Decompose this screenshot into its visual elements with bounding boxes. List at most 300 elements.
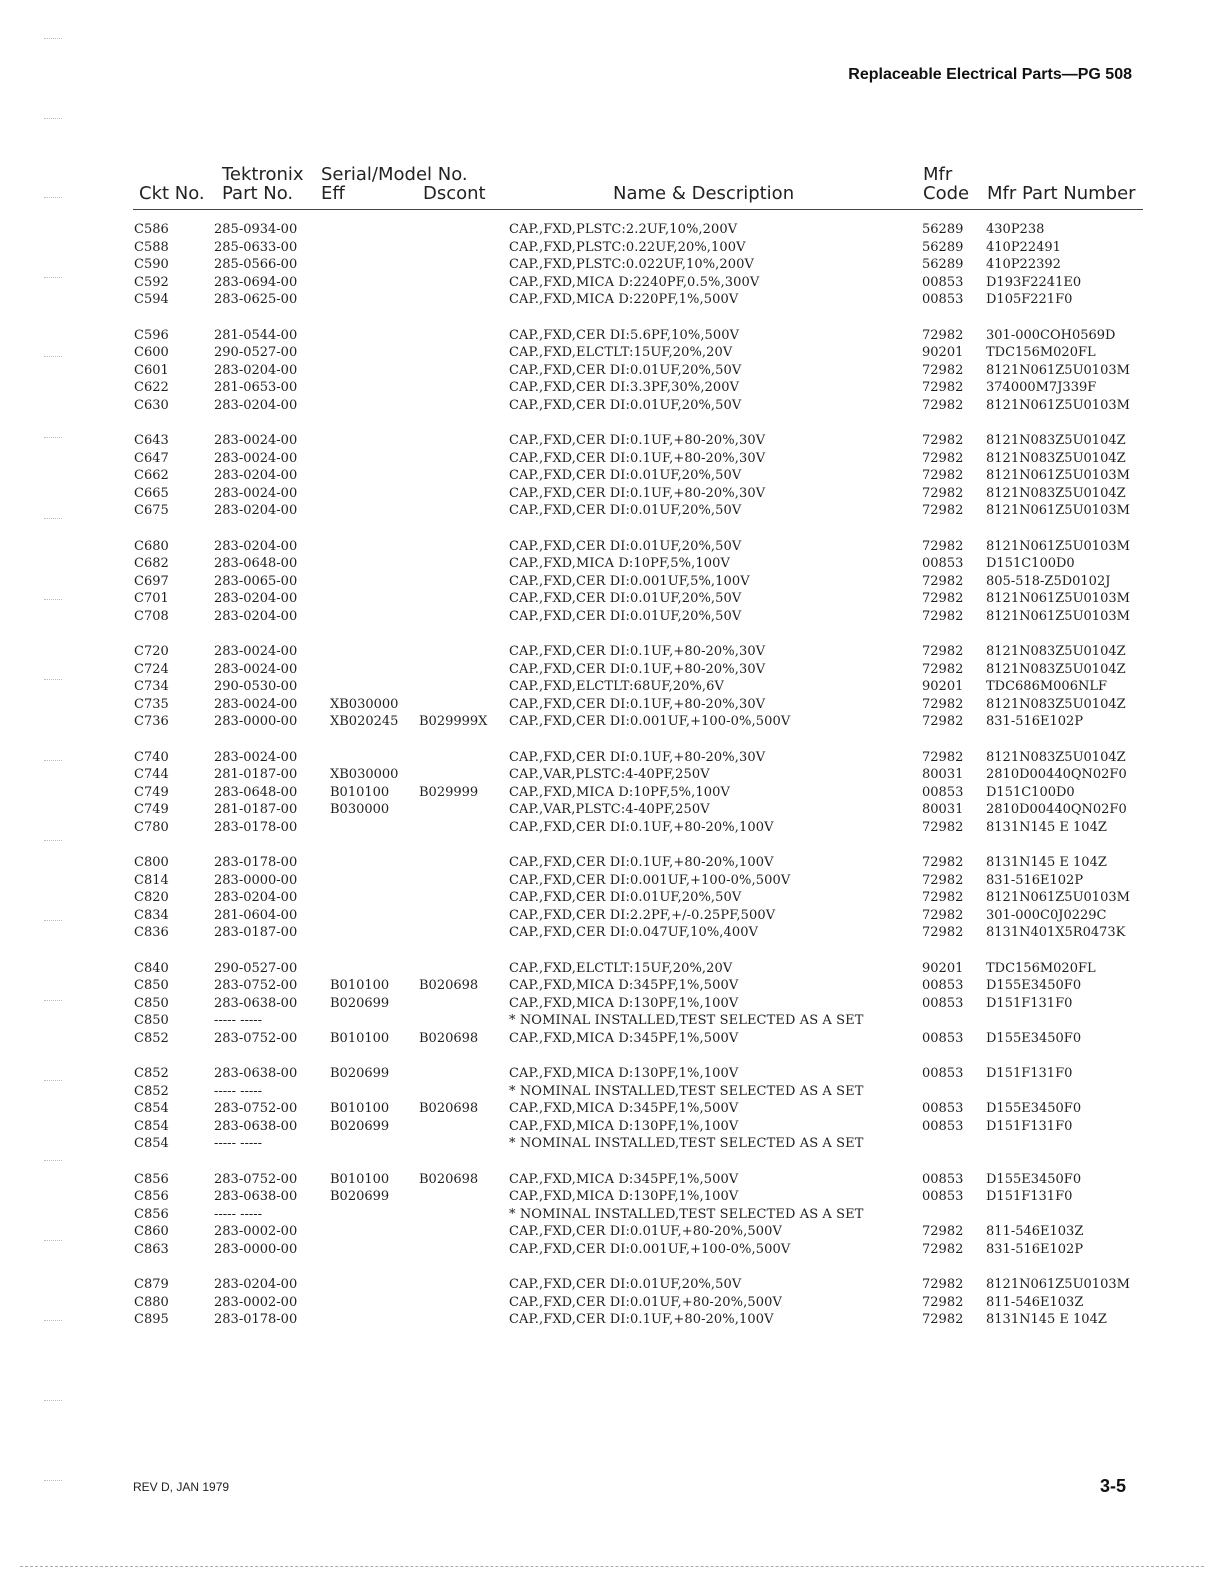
- cell-part-no: 281-0544-00: [214, 327, 298, 343]
- table-row: [0, 256, 1224, 274]
- cell-part-no: 283-0648-00: [214, 784, 298, 800]
- cell-mfr-part-number: 8131N145 E 104Z: [986, 819, 1107, 835]
- col-mfr-code: Code: [923, 183, 970, 204]
- cell-part-no: 283-0638-00: [214, 1189, 298, 1204]
- cell-mfr-part-number: 410P22491: [986, 239, 1061, 255]
- cell-part-no: 283-0204-00: [214, 1277, 298, 1292]
- cell-mfr-code: 72982: [922, 1312, 964, 1327]
- cell-mfr-part-number: 8121N083Z5U0104Z: [986, 644, 1126, 659]
- cell-serial-dscont: B020698: [419, 1030, 479, 1046]
- cell-name-description: * NOMINAL INSTALLED,TEST SELECTED AS A SET: [509, 1083, 864, 1099]
- cell-part-no: 283-0204-00: [214, 538, 298, 554]
- cell-name-description: CAP.,FXD,MICA D:130PF,1%,100V: [509, 1066, 739, 1081]
- cell-mfr-part-number: D155E3450F0: [986, 978, 1082, 993]
- cell-mfr-part-number: 831-516E102P: [986, 872, 1084, 888]
- cell-part-no: ----- -----: [214, 1206, 263, 1222]
- cell-name-description: CAP.,FXD,CER DI:0.1UF,+80-20%,30V: [509, 696, 766, 712]
- cell-mfr-part-number: 8131N145 E 104Z: [986, 855, 1107, 870]
- cell-mfr-part-number: 8121N083Z5U0104Z: [986, 485, 1126, 501]
- cell-ckt-no: C734: [134, 679, 169, 694]
- cell-name-description: CAP.,FXD,CER DI:0.01UF,20%,50V: [509, 591, 742, 606]
- cell-name-description: CAP.,FXD,MICA D:345PF,1%,500V: [509, 1101, 739, 1116]
- col-name-description: Name & Description: [613, 183, 795, 204]
- cell-mfr-part-number: 8121N061Z5U0103M: [986, 591, 1130, 606]
- cell-part-no: 283-0187-00: [214, 925, 298, 940]
- cell-name-description: CAP.,FXD,CER DI:0.001UF,+100-0%,500V: [509, 714, 791, 729]
- cell-ckt-no: C852: [134, 1066, 169, 1081]
- cell-name-description: CAP.,VAR,PLSTC:4-40PF,250V: [509, 802, 710, 817]
- cell-part-no: 283-0000-00: [214, 872, 298, 888]
- cell-mfr-code: 72982: [922, 573, 964, 589]
- cell-ckt-no: C749: [134, 784, 169, 800]
- cell-mfr-code: 72982: [922, 907, 964, 923]
- cell-mfr-part-number: 831-516E102P: [986, 714, 1084, 729]
- cell-ckt-no: C856: [134, 1171, 169, 1187]
- cell-mfr-part-number: 410P22392: [986, 257, 1061, 272]
- cell-ckt-no: C675: [134, 503, 169, 518]
- cell-part-no: 283-0065-00: [214, 573, 298, 589]
- margin-mark: [44, 118, 62, 119]
- cell-ckt-no: C856: [134, 1189, 169, 1204]
- table-row: [0, 889, 1224, 907]
- cell-ckt-no: C814: [134, 872, 169, 888]
- cell-ckt-no: C852: [134, 1030, 169, 1046]
- cell-part-no: 285-0633-00: [214, 239, 298, 255]
- cell-mfr-code: 00853: [922, 1189, 964, 1204]
- cell-serial-dscont: B020698: [419, 978, 479, 993]
- cell-ckt-no: C601: [134, 362, 169, 378]
- cell-part-no: 283-0178-00: [214, 819, 298, 835]
- cell-ckt-no: C643: [134, 433, 169, 448]
- cell-name-description: CAP.,FXD,CER DI:0.1UF,+80-20%,100V: [509, 819, 774, 835]
- cell-mfr-code: 72982: [922, 468, 964, 483]
- cell-mfr-part-number: 8121N061Z5U0103M: [986, 503, 1130, 518]
- cell-name-description: CAP.,FXD,CER DI:0.1UF,+80-20%,30V: [509, 450, 766, 466]
- table-row: [0, 1188, 1224, 1206]
- table-row: [0, 274, 1224, 292]
- footer-page-number: 3-5: [1099, 1476, 1126, 1496]
- cell-mfr-part-number: 8121N061Z5U0103M: [986, 397, 1130, 413]
- cell-name-description: * NOMINAL INSTALLED,TEST SELECTED AS A SET: [509, 1136, 864, 1151]
- table-row: [0, 397, 1224, 415]
- cell-mfr-part-number: 8131N145 E 104Z: [986, 1312, 1107, 1327]
- cell-serial-eff: XB030000: [330, 767, 399, 782]
- cell-mfr-part-number: 805-518-Z5D0102J: [986, 573, 1111, 589]
- cell-serial-eff: XB030000: [330, 696, 399, 712]
- margin-mark: [44, 518, 62, 519]
- cell-mfr-part-number: D193F2241E0: [986, 274, 1082, 290]
- cell-mfr-code: 56289: [922, 257, 964, 272]
- table-row: [0, 678, 1224, 696]
- col-dscont: Dscont: [423, 183, 486, 204]
- cell-ckt-no: C854: [134, 1101, 169, 1116]
- cell-mfr-code: 00853: [922, 1030, 964, 1046]
- cell-mfr-code: 00853: [922, 784, 964, 800]
- cell-mfr-part-number: 301-000COH0569D: [986, 327, 1116, 343]
- cell-name-description: CAP.,FXD,CER DI:0.01UF,20%,50V: [509, 503, 742, 518]
- cell-serial-eff: B010100: [330, 1030, 390, 1046]
- table-row: [0, 872, 1224, 890]
- table-row: [0, 960, 1224, 978]
- cell-serial-eff: B020699: [330, 1189, 390, 1204]
- cell-name-description: CAP.,FXD,CER DI:2.2PF,+/-0.25PF,500V: [509, 907, 776, 923]
- table-row: [0, 924, 1224, 942]
- cell-part-no: ----- -----: [214, 1083, 263, 1099]
- cell-part-no: 283-0625-00: [214, 292, 298, 307]
- cell-name-description: CAP.,FXD,CER DI:0.01UF,20%,50V: [509, 362, 742, 378]
- cell-part-no: 283-0204-00: [214, 608, 298, 624]
- cell-mfr-part-number: D151F131F0: [986, 1066, 1073, 1081]
- cell-mfr-part-number: 8121N083Z5U0104Z: [986, 433, 1126, 448]
- margin-mark: [44, 840, 62, 841]
- cell-mfr-code: 72982: [922, 1277, 964, 1292]
- cell-name-description: CAP.,FXD,PLSTC:0.022UF,10%,200V: [509, 257, 754, 272]
- table-row: [0, 907, 1224, 925]
- cell-part-no: 283-0638-00: [214, 1066, 298, 1081]
- cell-ckt-no: C854: [134, 1118, 169, 1134]
- margin-mark: [44, 1160, 62, 1161]
- cell-mfr-part-number: TDC156M020FL: [986, 345, 1096, 360]
- cell-ckt-no: C697: [134, 573, 169, 589]
- table-row: [0, 749, 1224, 767]
- cell-part-no: 283-0024-00: [214, 661, 298, 677]
- cell-mfr-part-number: 811-546E103Z: [986, 1294, 1084, 1310]
- table-row: [0, 801, 1224, 819]
- cell-ckt-no: C665: [134, 485, 169, 501]
- cell-mfr-code: 90201: [922, 345, 964, 360]
- cell-ckt-no: C592: [134, 274, 169, 290]
- cell-mfr-part-number: TDC686M006NLF: [986, 679, 1108, 694]
- margin-mark: [44, 1000, 62, 1001]
- cell-serial-eff: B030000: [330, 802, 390, 817]
- table-row: [0, 819, 1224, 837]
- cell-serial-eff: B020699: [330, 1066, 390, 1081]
- cell-name-description: CAP.,FXD,CER DI:0.01UF,20%,50V: [509, 538, 742, 554]
- margin-mark: [44, 599, 62, 600]
- cell-name-description: CAP.,FXD,MICA D:10PF,5%,100V: [509, 784, 730, 800]
- table-row: [0, 362, 1224, 380]
- cell-mfr-part-number: TDC156M020FL: [986, 960, 1096, 976]
- cell-serial-eff: B010100: [330, 978, 390, 993]
- cell-part-no: 285-0934-00: [214, 222, 298, 237]
- cell-name-description: CAP.,FXD,ELCTLT:15UF,20%,20V: [509, 345, 733, 360]
- table-row: [0, 995, 1224, 1013]
- cell-part-no: 283-0024-00: [214, 450, 298, 466]
- cell-part-no: 283-0204-00: [214, 397, 298, 413]
- cell-ckt-no: C850: [134, 1013, 169, 1028]
- margin-mark: [44, 38, 62, 39]
- cell-part-no: 281-0187-00: [214, 802, 298, 817]
- table-row: [0, 1065, 1224, 1083]
- cell-ckt-no: C820: [134, 890, 169, 905]
- col-serial-top: Serial/Model No.: [321, 164, 468, 185]
- cell-name-description: CAP.,FXD,CER DI:0.01UF,20%,50V: [509, 890, 742, 905]
- table-row: [0, 1241, 1224, 1259]
- cell-mfr-code: 72982: [922, 1224, 964, 1239]
- cell-mfr-code: 72982: [922, 819, 964, 835]
- cell-part-no: 283-0178-00: [214, 1312, 298, 1327]
- cell-mfr-part-number: 8121N061Z5U0103M: [986, 362, 1130, 378]
- cell-name-description: CAP.,FXD,CER DI:0.001UF,+100-0%,500V: [509, 1241, 791, 1257]
- cell-name-description: CAP.,FXD,CER DI:0.1UF,+80-20%,30V: [509, 661, 766, 677]
- cell-ckt-no: C740: [134, 749, 169, 765]
- cell-mfr-code: 80031: [922, 802, 964, 817]
- cell-ckt-no: C680: [134, 538, 169, 554]
- cell-name-description: CAP.,FXD,MICA D:345PF,1%,500V: [509, 978, 739, 993]
- col-ckt-no: Ckt No.: [139, 183, 205, 204]
- page-bottom-rule: [20, 1566, 1204, 1567]
- header-rule: [133, 209, 1143, 210]
- cell-serial-dscont: B020698: [419, 1101, 479, 1116]
- cell-name-description: CAP.,FXD,CER DI:0.01UF,20%,50V: [509, 468, 742, 483]
- cell-mfr-part-number: 374000M7J339F: [986, 380, 1097, 395]
- cell-serial-eff: B010100: [330, 1101, 390, 1116]
- cell-ckt-no: C630: [134, 397, 169, 413]
- table-row: [0, 502, 1224, 520]
- cell-ckt-no: C708: [134, 608, 169, 624]
- cell-serial-dscont: B020698: [419, 1171, 479, 1187]
- cell-part-no: 281-0187-00: [214, 767, 298, 782]
- table-row: [0, 344, 1224, 362]
- cell-part-no: 283-0204-00: [214, 503, 298, 518]
- table-row: [0, 977, 1224, 995]
- cell-mfr-code: 00853: [922, 1171, 964, 1187]
- cell-ckt-no: C600: [134, 345, 169, 360]
- cell-ckt-no: C701: [134, 591, 169, 606]
- table-row: [0, 1083, 1224, 1101]
- table-row: [0, 713, 1224, 731]
- cell-ckt-no: C854: [134, 1136, 169, 1151]
- cell-mfr-code: 00853: [922, 995, 964, 1011]
- footer-revision: REV D, JAN 1979: [133, 1480, 230, 1494]
- table-row: [0, 590, 1224, 608]
- cell-mfr-code: 72982: [922, 749, 964, 765]
- cell-name-description: CAP.,FXD,MICA D:130PF,1%,100V: [509, 995, 739, 1011]
- margin-mark: [44, 1240, 62, 1241]
- cell-mfr-part-number: 8121N061Z5U0103M: [986, 538, 1130, 554]
- cell-ckt-no: C780: [134, 819, 169, 835]
- cell-ckt-no: C586: [134, 222, 169, 237]
- cell-name-description: CAP.,FXD,PLSTC:0.22UF,20%,100V: [509, 239, 746, 255]
- cell-mfr-code: 90201: [922, 679, 964, 694]
- cell-mfr-code: 80031: [922, 767, 964, 782]
- cell-name-description: CAP.,FXD,PLSTC:2.2UF,10%,200V: [509, 222, 738, 237]
- margin-mark: [44, 1480, 62, 1481]
- table-row: [0, 573, 1224, 591]
- col-part-no: Part No.: [222, 183, 294, 204]
- cell-name-description: CAP.,VAR,PLSTC:4-40PF,250V: [509, 767, 710, 782]
- table-row: [0, 1030, 1224, 1048]
- cell-mfr-code: 56289: [922, 222, 964, 237]
- margin-mark: [44, 437, 62, 438]
- table-row: [0, 854, 1224, 872]
- cell-mfr-code: 72982: [922, 661, 964, 677]
- cell-mfr-part-number: 8121N083Z5U0104Z: [986, 749, 1126, 765]
- cell-serial-eff: XB020245: [330, 714, 399, 729]
- cell-name-description: * NOMINAL INSTALLED,TEST SELECTED AS A SET: [509, 1013, 864, 1028]
- margin-mark: [44, 197, 62, 198]
- cell-serial-eff: B010100: [330, 1171, 390, 1187]
- table-row: [0, 608, 1224, 626]
- cell-ckt-no: C724: [134, 661, 169, 677]
- cell-mfr-code: 00853: [922, 1066, 964, 1081]
- cell-name-description: CAP.,FXD,CER DI:0.1UF,+80-20%,100V: [509, 855, 774, 870]
- table-row: [0, 696, 1224, 714]
- cell-ckt-no: C863: [134, 1241, 169, 1257]
- cell-part-no: 283-0178-00: [214, 855, 298, 870]
- cell-part-no: 290-0527-00: [214, 345, 298, 360]
- cell-ckt-no: C856: [134, 1206, 169, 1222]
- margin-mark: [44, 1080, 62, 1081]
- table-row: [0, 661, 1224, 679]
- cell-ckt-no: C852: [134, 1083, 169, 1099]
- cell-part-no: 285-0566-00: [214, 257, 298, 272]
- margin-mark: [44, 1320, 62, 1321]
- cell-mfr-code: 72982: [922, 890, 964, 905]
- cell-mfr-code: 72982: [922, 872, 964, 888]
- cell-ckt-no: C749: [134, 802, 169, 817]
- cell-mfr-code: 00853: [922, 1101, 964, 1116]
- cell-ckt-no: C744: [134, 767, 169, 782]
- cell-name-description: CAP.,FXD,CER DI:0.1UF,+80-20%,30V: [509, 485, 766, 501]
- cell-part-no: ----- -----: [214, 1013, 263, 1028]
- margin-mark: [44, 760, 62, 761]
- cell-name-description: CAP.,FXD,CER DI:0.01UF,20%,50V: [509, 608, 742, 624]
- table-row: [0, 1118, 1224, 1136]
- table-row: [0, 467, 1224, 485]
- cell-mfr-code: 00853: [922, 978, 964, 993]
- table-row: [0, 784, 1224, 802]
- cell-serial-eff: B020699: [330, 1118, 390, 1134]
- cell-mfr-part-number: 430P238: [986, 222, 1045, 237]
- table-row: [0, 766, 1224, 784]
- cell-ckt-no: C860: [134, 1224, 169, 1239]
- parts-table-body: [0, 221, 1224, 1329]
- cell-part-no: 283-0024-00: [214, 749, 298, 765]
- cell-ckt-no: C622: [134, 380, 169, 395]
- cell-mfr-code: 72982: [922, 450, 964, 466]
- cell-mfr-code: 72982: [922, 397, 964, 413]
- table-row: [0, 485, 1224, 503]
- cell-part-no: 283-0638-00: [214, 995, 298, 1011]
- cell-name-description: CAP.,FXD,ELCTLT:68UF,20%,6V: [509, 679, 724, 694]
- cell-ckt-no: C647: [134, 450, 169, 466]
- cell-part-no: 290-0530-00: [214, 679, 298, 694]
- cell-mfr-part-number: 2810D00440QN02F0: [986, 802, 1127, 817]
- table-row: [0, 1100, 1224, 1118]
- cell-part-no: 283-0002-00: [214, 1294, 298, 1310]
- cell-mfr-code: 72982: [922, 855, 964, 870]
- page-header-title: Replaceable Electrical Parts—PG 508: [848, 66, 1132, 83]
- table-row: [0, 1294, 1224, 1312]
- table-row: [0, 1135, 1224, 1153]
- cell-name-description: CAP.,FXD,CER DI:5.6PF,10%,500V: [509, 327, 740, 343]
- cell-part-no: 281-0604-00: [214, 907, 298, 923]
- cell-name-description: CAP.,FXD,CER DI:0.047UF,10%,400V: [509, 925, 759, 940]
- cell-serial-eff: B010100: [330, 784, 390, 800]
- cell-mfr-code: 72982: [922, 714, 964, 729]
- cell-name-description: CAP.,FXD,ELCTLT:15UF,20%,20V: [509, 960, 733, 976]
- cell-ckt-no: C834: [134, 907, 169, 923]
- cell-part-no: 283-0000-00: [214, 1241, 298, 1257]
- cell-mfr-code: 72982: [922, 380, 964, 395]
- cell-mfr-code: 72982: [922, 1241, 964, 1257]
- cell-name-description: CAP.,FXD,MICA D:345PF,1%,500V: [509, 1030, 739, 1046]
- table-row: [0, 1171, 1224, 1189]
- cell-mfr-part-number: 8121N083Z5U0104Z: [986, 450, 1126, 466]
- cell-ckt-no: C596: [134, 327, 169, 343]
- table-row: [0, 1012, 1224, 1030]
- cell-serial-dscont: B029999X: [419, 714, 488, 729]
- cell-name-description: CAP.,FXD,MICA D:2240PF,0.5%,300V: [509, 274, 760, 290]
- cell-name-description: CAP.,FXD,CER DI:0.1UF,+80-20%,100V: [509, 1312, 774, 1327]
- cell-mfr-code: 72982: [922, 925, 964, 940]
- cell-ckt-no: C590: [134, 257, 169, 272]
- cell-name-description: CAP.,FXD,CER DI:0.001UF,5%,100V: [509, 573, 750, 589]
- cell-part-no: 283-0694-00: [214, 274, 298, 290]
- cell-name-description: * NOMINAL INSTALLED,TEST SELECTED AS A SET: [509, 1206, 864, 1222]
- cell-mfr-part-number: 8131N401X5R0473K: [986, 925, 1126, 940]
- cell-name-description: CAP.,FXD,MICA D:220PF,1%,500V: [509, 292, 739, 307]
- cell-ckt-no: C594: [134, 292, 169, 307]
- cell-ckt-no: C720: [134, 644, 169, 659]
- col-eff: Eff: [321, 183, 345, 204]
- cell-serial-eff: B020699: [330, 995, 390, 1011]
- table-row: [0, 643, 1224, 661]
- table-row: [0, 432, 1224, 450]
- cell-mfr-part-number: D155E3450F0: [986, 1171, 1082, 1187]
- col-mfr-top: Mfr: [923, 164, 953, 185]
- cell-mfr-part-number: 8121N061Z5U0103M: [986, 608, 1130, 624]
- cell-mfr-code: 72982: [922, 362, 964, 378]
- cell-mfr-code: 90201: [922, 960, 964, 976]
- table-row: [0, 555, 1224, 573]
- cell-mfr-part-number: 301-000C0J0229C: [986, 907, 1107, 923]
- cell-mfr-code: 72982: [922, 327, 964, 343]
- table-row: [0, 327, 1224, 345]
- col-mfr-part-number: Mfr Part Number: [987, 183, 1136, 204]
- cell-mfr-part-number: D151C100D0: [986, 784, 1075, 800]
- margin-mark: [44, 920, 62, 921]
- cell-mfr-part-number: D151F131F0: [986, 995, 1073, 1011]
- cell-part-no: 283-0024-00: [214, 485, 298, 501]
- cell-ckt-no: C836: [134, 925, 169, 940]
- cell-mfr-code: 72982: [922, 644, 964, 659]
- cell-mfr-part-number: 8121N061Z5U0103M: [986, 890, 1130, 905]
- cell-mfr-code: 72982: [922, 696, 964, 712]
- cell-ckt-no: C682: [134, 556, 169, 571]
- cell-ckt-no: C879: [134, 1277, 169, 1292]
- cell-part-no: 283-0752-00: [214, 978, 298, 993]
- cell-mfr-code: 72982: [922, 608, 964, 624]
- cell-part-no: 283-0024-00: [214, 433, 298, 448]
- cell-ckt-no: C895: [134, 1312, 169, 1327]
- cell-part-no: 283-0204-00: [214, 591, 298, 606]
- cell-mfr-code: 00853: [922, 556, 964, 571]
- cell-mfr-part-number: D105F221F0: [986, 292, 1073, 307]
- cell-mfr-part-number: 8121N061Z5U0103M: [986, 1277, 1130, 1292]
- table-row: [0, 291, 1224, 309]
- cell-mfr-part-number: 2810D00440QN02F0: [986, 767, 1127, 782]
- cell-part-no: 283-0002-00: [214, 1224, 298, 1239]
- margin-mark: [44, 1400, 62, 1401]
- cell-mfr-part-number: 831-516E102P: [986, 1241, 1084, 1257]
- cell-ckt-no: C840: [134, 960, 169, 976]
- cell-mfr-code: 72982: [922, 1294, 964, 1310]
- table-row: [0, 1276, 1224, 1294]
- cell-mfr-code: 56289: [922, 239, 964, 255]
- cell-part-no: 283-0000-00: [214, 714, 298, 729]
